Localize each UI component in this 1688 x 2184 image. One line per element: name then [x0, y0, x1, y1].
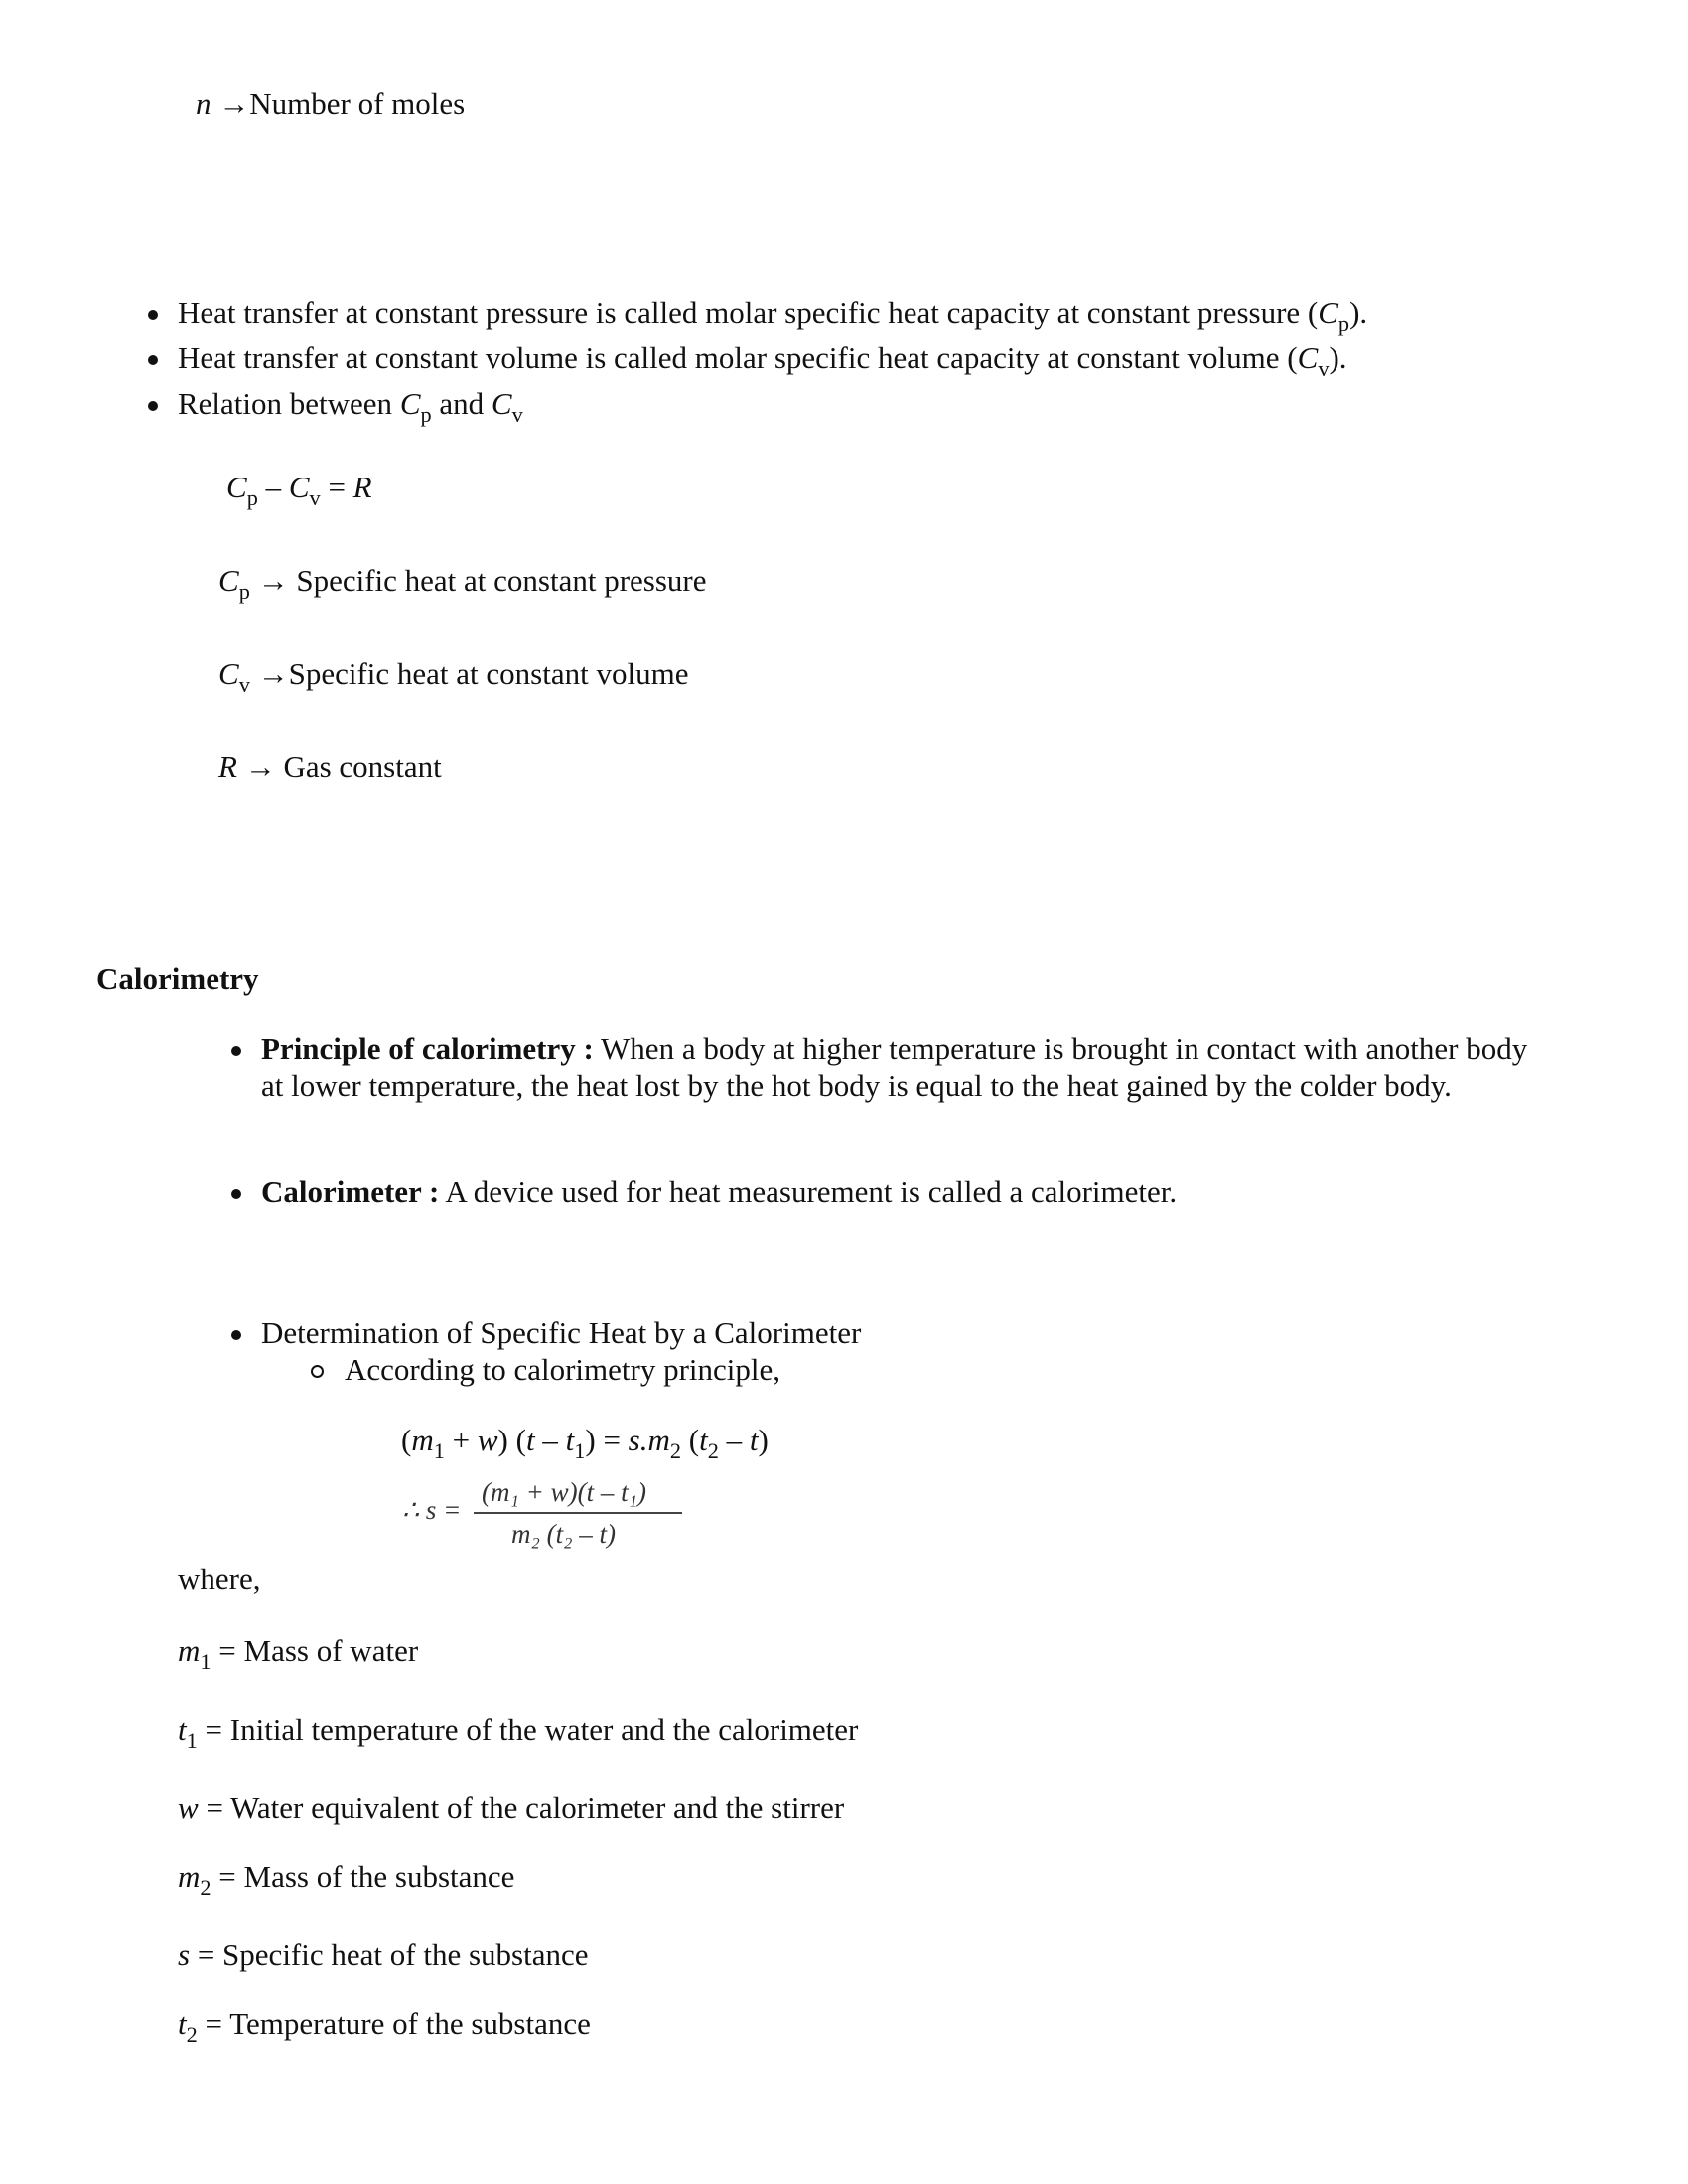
- t-symbol: t: [525, 1423, 535, 1457]
- cv-text: Specific heat at constant volume: [288, 656, 689, 691]
- subscript: v: [238, 671, 250, 697]
- relation-equation: [226, 469, 372, 512]
- r-symbol: R: [218, 750, 237, 784]
- definition-s: [178, 1936, 588, 1973]
- arrow: →: [257, 563, 289, 598]
- subscript: 2: [669, 1437, 682, 1463]
- according-text: According to calorimetry principle,: [345, 1352, 781, 1387]
- subscript: 2: [186, 2021, 198, 2047]
- bullet-text: Heat transfer at constant volume is called molar specific heat capacity at constant volume (: [178, 341, 1298, 375]
- definition-text: = Water equivalent of the calorimeter and the stirrer: [198, 1790, 845, 1825]
- principle-text: When a body at higher temperature is brought in contact with another body at lower temperature, the heat lost by the hot body is equal to the heat gained by the colder body.: [261, 1031, 1528, 1104]
- t-symbol: t: [565, 1423, 575, 1457]
- arrow: →: [257, 656, 289, 691]
- minus: –: [534, 1423, 566, 1457]
- minus: –: [257, 470, 289, 504]
- c-symbol: C: [491, 386, 512, 421]
- fraction-denominator: m₂ (t₂ – t): [511, 1519, 617, 1549]
- subscript: 1: [186, 1727, 198, 1753]
- n-symbol: n: [196, 86, 211, 121]
- equals: =: [320, 470, 353, 504]
- subscript: v: [511, 401, 523, 427]
- t-symbol: t: [178, 2006, 187, 2041]
- subscript: 2: [200, 1874, 211, 1900]
- t-symbol: t: [178, 1712, 187, 1747]
- w-symbol: w: [477, 1423, 498, 1457]
- subscript: p: [1337, 310, 1350, 336]
- c-symbol: C: [218, 563, 239, 598]
- t-symbol: t: [699, 1423, 708, 1457]
- equals: =: [595, 1423, 629, 1457]
- section-heading-calorimetry: Calorimetry: [96, 961, 259, 996]
- bullet: [231, 1330, 241, 1340]
- bullet-relation: [178, 385, 523, 429]
- minus: –: [718, 1423, 750, 1457]
- c-symbol: C: [1318, 295, 1338, 330]
- m-symbol: m: [178, 1633, 201, 1668]
- subscript: 1: [200, 1648, 211, 1674]
- subscript: v: [1318, 355, 1330, 381]
- subscript: v: [309, 484, 321, 510]
- bullet-text: Heat transfer at constant pressure is called molar specific heat capacity at constant pressure (: [178, 295, 1319, 330]
- and-text: and: [431, 386, 492, 421]
- bullet-text: Relation between: [178, 386, 400, 421]
- bullet: [231, 1189, 241, 1199]
- m-symbol: m: [647, 1423, 670, 1457]
- arrow: →: [244, 750, 276, 784]
- m-symbol: m: [411, 1423, 434, 1457]
- definition-text: = Mass of water: [211, 1633, 419, 1668]
- definition-text: = Specific heat of the substance: [190, 1937, 589, 1972]
- definition-text: = Temperature of the substance: [197, 2006, 591, 2041]
- bullet-end: ).: [1329, 341, 1347, 375]
- r-symbol: R: [352, 470, 372, 504]
- definition-m1: [178, 1632, 418, 1676]
- calorimeter-text: A device used for heat measurement is called a calorimeter.: [445, 1174, 1178, 1209]
- fraction-numerator: (m₁ + w)(t – t₁): [482, 1477, 646, 1507]
- cp-definition: [218, 562, 707, 606]
- bullet: [148, 310, 158, 320]
- s-symbol: s: [628, 1423, 640, 1457]
- subscript: p: [420, 401, 432, 427]
- r-definition: [218, 749, 442, 785]
- determination-heading: Determination of Specific Heat by a Calorimeter: [261, 1315, 862, 1350]
- cv-definition: [218, 655, 688, 699]
- subscript: 1: [574, 1437, 586, 1463]
- principle-paragraph: [261, 1030, 1552, 1104]
- therefore-s: ∴ s =: [402, 1495, 462, 1525]
- calorimetry-equation: $(m_1 + w)$ $(t - t_1) = s.m_2$ $(t_2 - t)$: [401, 1423, 769, 1463]
- t-symbol: t: [749, 1423, 759, 1457]
- r-text: Gas constant: [283, 750, 442, 784]
- subscript: p: [238, 578, 250, 604]
- moles-definition: [196, 85, 465, 122]
- fraction-bar: [474, 1512, 682, 1514]
- arrow: →: [218, 86, 250, 121]
- calorimeter-paragraph: [261, 1173, 1177, 1210]
- c-symbol: C: [1297, 341, 1319, 375]
- subscript: p: [246, 484, 258, 510]
- definition-text: = Initial temperature of the water and the calorimeter: [197, 1712, 859, 1747]
- bullet: [148, 401, 158, 411]
- m-symbol: m: [178, 1859, 201, 1894]
- definition-t1: [178, 1711, 858, 1755]
- bullet-end: ).: [1349, 295, 1368, 330]
- cp-text: Specific heat at constant pressure: [296, 563, 707, 598]
- definition-text: = Mass of the substance: [211, 1859, 515, 1894]
- c-symbol: C: [218, 656, 239, 691]
- where-text: where,: [178, 1562, 261, 1596]
- definition-t2: [178, 2005, 591, 2049]
- definition-w: [178, 1789, 844, 1826]
- subscript: 1: [433, 1437, 445, 1463]
- bullet: [148, 355, 158, 365]
- sub-bullet: [311, 1365, 324, 1378]
- bullet-cv-definition: [178, 340, 1347, 383]
- definition-m2: [178, 1858, 514, 1902]
- moles-text: Number of moles: [249, 86, 466, 121]
- bullet-cp-definition: [178, 294, 1367, 338]
- specific-heat-fraction: [402, 1476, 700, 1556]
- calorimeter-label: Calorimeter :: [261, 1174, 440, 1209]
- w-symbol: w: [178, 1790, 199, 1825]
- c-symbol: C: [399, 386, 421, 421]
- bullet: [231, 1046, 241, 1056]
- c-symbol: C: [226, 470, 247, 504]
- s-symbol: s: [178, 1937, 191, 1972]
- principle-label: Principle of calorimetry :: [261, 1031, 594, 1066]
- subscript: 2: [707, 1437, 719, 1463]
- c-symbol: C: [288, 470, 310, 504]
